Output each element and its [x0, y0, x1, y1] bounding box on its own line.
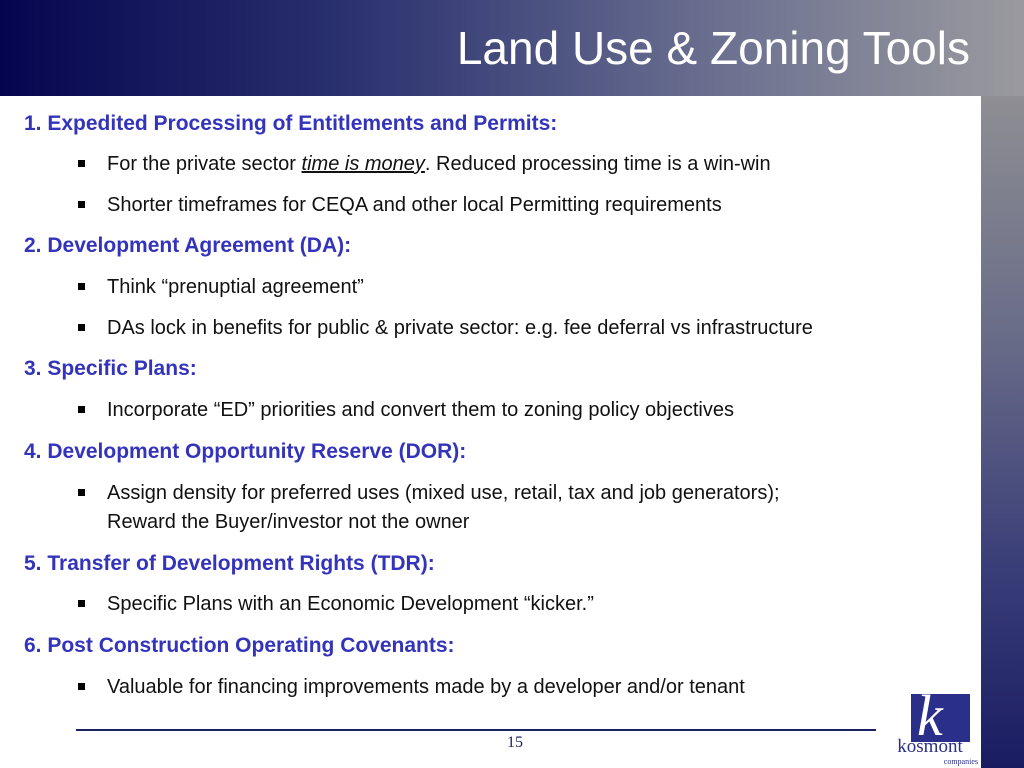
- logo-mark: [911, 694, 970, 742]
- kosmont-logo: [880, 691, 980, 768]
- bullet-text: Incorporate “ED” priorities and convert them to zoning policy objectives: [107, 399, 734, 421]
- footer-divider: [76, 729, 876, 731]
- page-number: 15: [507, 734, 523, 751]
- slide-title: Land Use & Zoning Tools: [456, 22, 970, 74]
- bullet-item: [78, 673, 958, 702]
- section-heading-6: 6. Post Construction Operating Covenants:: [24, 634, 455, 657]
- square-bullet-icon: [78, 489, 85, 496]
- logo-subtitle: companies: [943, 757, 978, 766]
- square-bullet-icon: [78, 600, 85, 607]
- bullet-text: Valuable for financing improvements made by a developer and/or tenant: [107, 676, 745, 698]
- logo-name: kosmont: [897, 736, 963, 757]
- title-bar: [0, 0, 1024, 96]
- bullet-item: [78, 314, 958, 343]
- square-bullet-icon: [78, 201, 85, 208]
- bullet-text-line-1: Assign density for preferred uses (mixed use, retail, tax and job generators);: [107, 482, 780, 504]
- bullet-text: Think “prenuptial agreement”: [107, 276, 364, 298]
- bullet-text: Shorter timeframes for CEQA and other local Permitting requirements: [107, 194, 722, 216]
- bullet-item: [78, 479, 958, 537]
- section-heading-3: 3. Specific Plans:: [24, 357, 197, 380]
- section-heading-5: 5. Transfer of Development Rights (TDR):: [24, 552, 435, 575]
- square-bullet-icon: [78, 406, 85, 413]
- bullet-item: [78, 396, 958, 425]
- bullet-text-emphasis: time is money: [301, 153, 425, 175]
- square-bullet-icon: [78, 160, 85, 167]
- logo-mark-letter: k: [917, 694, 943, 742]
- side-gradient-bar: [981, 96, 1024, 768]
- square-bullet-icon: [78, 324, 85, 331]
- bullet-text-line-2: Reward the Buyer/investor not the owner: [107, 511, 470, 533]
- bullet-item: [78, 590, 958, 619]
- bullet-text: DAs lock in benefits for public & private sector: e.g. fee deferral vs infrastructure: [107, 317, 813, 339]
- bullet-text-post: . Reduced processing time is a win-win: [424, 153, 771, 175]
- bullet-text: Specific Plans with an Economic Development “kicker.”: [107, 593, 594, 615]
- bullet-item: [78, 191, 958, 220]
- section-heading-1: 1. Expedited Processing of Entitlements and Permits:: [24, 112, 558, 135]
- bullet-text: [107, 150, 958, 179]
- section-heading-4: 4. Development Opportunity Reserve (DOR):: [24, 440, 467, 463]
- section-heading-2: 2. Development Agreement (DA):: [24, 234, 352, 257]
- bullet-text-pre: For the private sector: [107, 153, 302, 175]
- square-bullet-icon: [78, 683, 85, 690]
- bullet-item: [78, 273, 958, 302]
- square-bullet-icon: [78, 283, 85, 290]
- bullet-item: [78, 150, 958, 179]
